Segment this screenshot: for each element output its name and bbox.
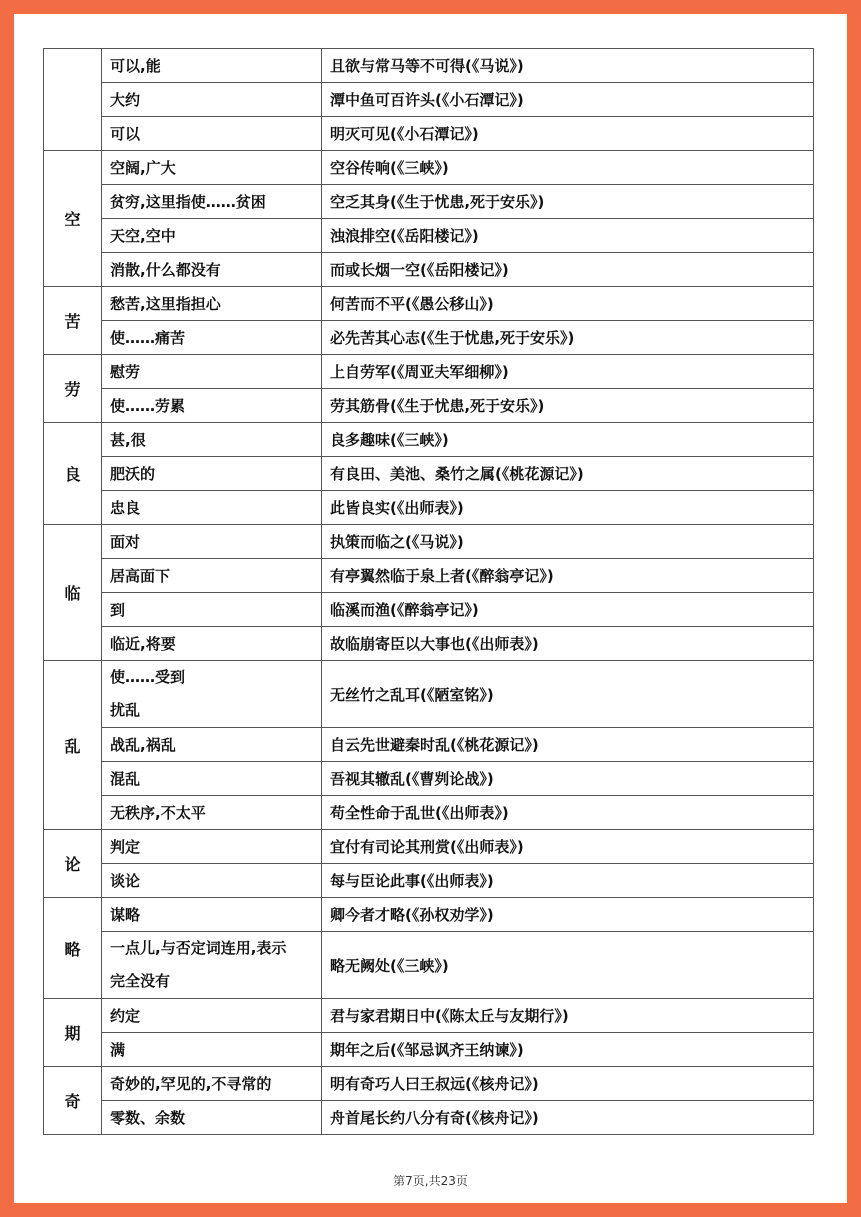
meaning-line: 完全没有	[110, 972, 171, 990]
example-cell: 劳其筋骨(《生于忧患,死于安乐》)	[322, 389, 814, 423]
meaning-cell: 临近,将要	[102, 627, 322, 661]
meaning-line: 使……受到	[110, 668, 186, 686]
page-footer: 第7页,共23页	[393, 1174, 468, 1188]
meaning-cell: 使……劳累	[102, 389, 322, 423]
example-cell: 此皆良实(《出师表》)	[322, 491, 814, 525]
example-cell: 卿今者才略(《孙权劝学》)	[322, 898, 814, 932]
example-cell: 明灭可见(《小石潭记》)	[322, 117, 814, 151]
headword-cell: 苦	[44, 287, 102, 355]
table-row	[44, 287, 814, 321]
table-row	[44, 661, 814, 728]
table-row	[44, 253, 814, 287]
table-row	[44, 559, 814, 593]
meaning-cell: 空阔,广大	[102, 151, 322, 185]
meaning-cell: 消散,什么都没有	[102, 253, 322, 287]
table-row	[44, 151, 814, 185]
headword-cell: 空	[44, 151, 102, 287]
table-row	[44, 355, 814, 389]
meaning-cell: 可以,能	[102, 49, 322, 83]
example-cell: 每与臣论此事(《出师表》)	[322, 864, 814, 898]
meaning-cell	[102, 932, 322, 999]
example-cell: 浊浪排空(《岳阳楼记》)	[322, 219, 814, 253]
table-row	[44, 627, 814, 661]
table-row	[44, 1067, 814, 1101]
vocabulary-table-body	[44, 49, 814, 1135]
meaning-cell: 使……痛苦	[102, 321, 322, 355]
table-row	[44, 185, 814, 219]
example-cell: 上自劳军(《周亚夫军细柳》)	[322, 355, 814, 389]
table-row	[44, 49, 814, 83]
meaning-cell: 约定	[102, 999, 322, 1033]
table-row	[44, 1101, 814, 1135]
headword-cell: 劳	[44, 355, 102, 423]
headword-cell: 临	[44, 525, 102, 661]
meaning-cell: 居高面下	[102, 559, 322, 593]
example-cell: 期年之后(《邹忌讽齐王纳谏》)	[322, 1033, 814, 1067]
meaning-cell: 零数、余数	[102, 1101, 322, 1135]
example-cell: 何苦而不平(《愚公移山》)	[322, 287, 814, 321]
headword-cell: 期	[44, 999, 102, 1067]
document-page	[14, 14, 847, 1203]
meaning-cell: 到	[102, 593, 322, 627]
example-cell: 有亭翼然临于泉上者(《醉翁亭记》)	[322, 559, 814, 593]
headword-cell	[44, 49, 102, 151]
table-row	[44, 219, 814, 253]
example-cell: 苟全性命于乱世(《出师表》)	[322, 796, 814, 830]
meaning-cell: 谈论	[102, 864, 322, 898]
meaning-line: 一点儿,与否定词连用,表示	[110, 939, 287, 957]
table-row	[44, 898, 814, 932]
example-cell: 略无阙处(《三峡》)	[322, 932, 814, 999]
table-row	[44, 762, 814, 796]
meaning-cell: 天空,空中	[102, 219, 322, 253]
meaning-cell: 慰劳	[102, 355, 322, 389]
example-cell: 有良田、美池、桑竹之属(《桃花源记》)	[322, 457, 814, 491]
headword-cell: 乱	[44, 661, 102, 830]
table-row	[44, 796, 814, 830]
headword-cell: 论	[44, 830, 102, 898]
meaning-cell: 战乱,祸乱	[102, 728, 322, 762]
headword-cell: 良	[44, 423, 102, 525]
headword-cell: 奇	[44, 1067, 102, 1135]
table-row	[44, 864, 814, 898]
example-cell: 潭中鱼可百许头(《小石潭记》)	[322, 83, 814, 117]
meaning-cell: 满	[102, 1033, 322, 1067]
table-row	[44, 117, 814, 151]
meaning-cell: 谋略	[102, 898, 322, 932]
example-cell: 明有奇巧人曰王叔远(《核舟记》)	[322, 1067, 814, 1101]
table-row	[44, 932, 814, 999]
meaning-cell: 肥沃的	[102, 457, 322, 491]
table-row	[44, 83, 814, 117]
meaning-cell: 判定	[102, 830, 322, 864]
table-row	[44, 525, 814, 559]
table-row	[44, 593, 814, 627]
table-row	[44, 1033, 814, 1067]
table-row	[44, 491, 814, 525]
meaning-cell: 可以	[102, 117, 322, 151]
meaning-cell: 无秩序,不太平	[102, 796, 322, 830]
example-cell: 宜付有司论其刑赏(《出师表》)	[322, 830, 814, 864]
example-cell: 空谷传响(《三峡》)	[322, 151, 814, 185]
example-cell: 君与家君期日中(《陈太丘与友期行》)	[322, 999, 814, 1033]
table-row	[44, 423, 814, 457]
table-row	[44, 999, 814, 1033]
example-cell: 舟首尾长约八分有奇(《核舟记》)	[322, 1101, 814, 1135]
table-row	[44, 321, 814, 355]
meaning-cell: 忠良	[102, 491, 322, 525]
example-cell: 空乏其身(《生于忧患,死于安乐》)	[322, 185, 814, 219]
vocabulary-table	[43, 48, 814, 1135]
table-row	[44, 457, 814, 491]
example-cell: 吾视其辙乱(《曹刿论战》)	[322, 762, 814, 796]
headword-cell: 略	[44, 898, 102, 999]
example-cell: 临溪而渔(《醉翁亭记》)	[322, 593, 814, 627]
meaning-cell: 愁苦,这里指担心	[102, 287, 322, 321]
example-cell: 无丝竹之乱耳(《陋室铭》)	[322, 661, 814, 728]
example-cell: 且欲与常马等不可得(《马说》)	[322, 49, 814, 83]
example-cell: 故临崩寄臣以大事也(《出师表》)	[322, 627, 814, 661]
table-row	[44, 830, 814, 864]
meaning-cell: 贫穷,这里指使……贫困	[102, 185, 322, 219]
meaning-cell: 甚,很	[102, 423, 322, 457]
table-row	[44, 728, 814, 762]
meaning-cell: 大约	[102, 83, 322, 117]
meaning-cell: 奇妙的,罕见的,不寻常的	[102, 1067, 322, 1101]
table-row	[44, 389, 814, 423]
example-cell: 良多趣味(《三峡》)	[322, 423, 814, 457]
example-cell: 必先苦其心志(《生于忧患,死于安乐》)	[322, 321, 814, 355]
example-cell: 自云先世避秦时乱(《桃花源记》)	[322, 728, 814, 762]
meaning-cell: 面对	[102, 525, 322, 559]
example-cell: 执策而临之(《马说》)	[322, 525, 814, 559]
meaning-cell	[102, 661, 322, 728]
example-cell: 而或长烟一空(《岳阳楼记》)	[322, 253, 814, 287]
meaning-line: 扰乱	[110, 701, 141, 719]
meaning-cell: 混乱	[102, 762, 322, 796]
